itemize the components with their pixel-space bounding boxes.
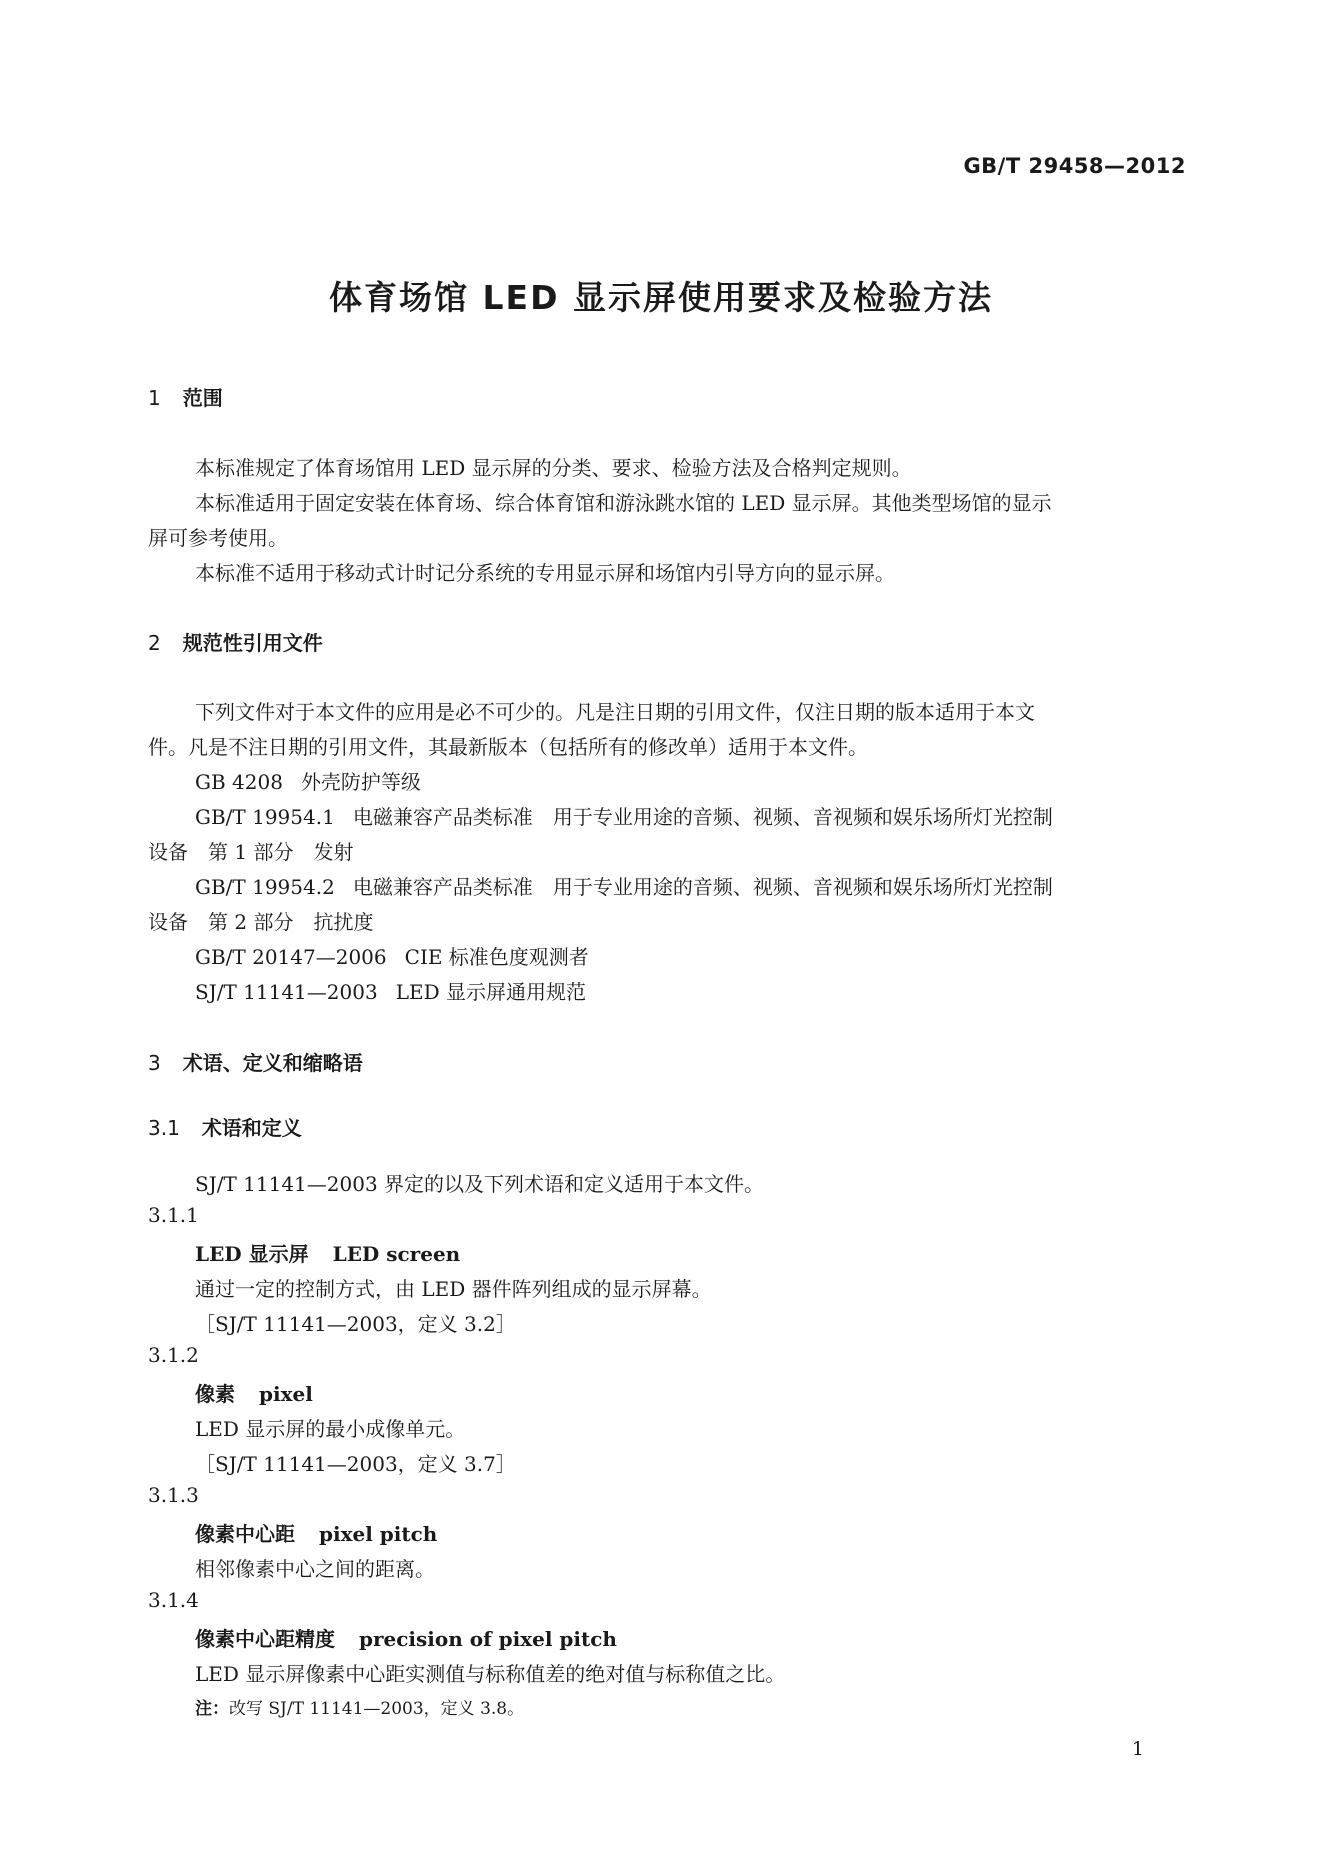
term-en: LED screen [332,1242,461,1266]
reference-item [195,871,1053,900]
reference-item-continuation [148,836,353,865]
reference-code: GB 4208 [195,770,283,794]
reference-cont: 设备 [148,840,188,864]
term-definition: LED 显示屏的最小成像单元。 [195,1417,466,1441]
section-1-heading [148,382,223,411]
reference-code: GB/T 20147—2006 [195,945,387,969]
paragraph-continuation: 件。凡是不注日期的引用文件，其最新版本（包括所有的修改单）适用于本文件。 [148,735,868,759]
reference-item [195,976,586,1005]
reference-part-title: 发射 [313,840,354,864]
term-number: 3.1.2 [148,1343,199,1367]
term-zh: LED 显示屏 [195,1242,309,1266]
reference-part-title: 抗扰度 [313,910,374,934]
term-definition: LED 显示屏像素中心距实测值与标称值差的绝对值与标称值之比。 [195,1662,786,1686]
reference-part: 第 2 部分 [208,910,294,934]
subsection-3-1-heading [148,1112,302,1141]
section-2-heading [148,627,323,656]
term-source: ［SJ/T 11141—2003，定义 3.2］ [195,1312,516,1336]
note-label: 注： [195,1699,229,1719]
term-zh: 像素中心距精度 [195,1627,335,1651]
section-number: 2 [148,631,161,655]
term-zh: 像素中心距 [195,1522,295,1546]
section-3-heading [148,1047,363,1076]
term-en: pixel [259,1382,313,1406]
reference-item [195,801,1053,830]
term-number: 3.1.4 [148,1588,199,1612]
reference-item-continuation [148,906,373,935]
reference-item [195,766,421,795]
reference-title: LED 显示屏通用规范 [395,980,586,1004]
term-heading [195,1238,460,1267]
reference-code: GB/T 19954.2 [195,875,335,899]
reference-title: CIE 标准色度观测者 [404,945,589,969]
subsection-title: 术语和定义 [201,1116,302,1140]
section-title: 规范性引用文件 [182,631,323,655]
term-source: ［SJ/T 11141—2003，定义 3.7］ [195,1452,516,1476]
reference-title: 电磁兼容产品类标准 用于专业用途的音频、视频、音视频和娱乐场所灯光控制 [352,805,1053,829]
term-number: 3.1.3 [148,1483,199,1507]
section-number: 1 [148,386,161,410]
term-definition: 通过一定的控制方式，由 LED 器件阵列组成的显示屏幕。 [195,1277,712,1301]
term-zh: 像素 [195,1382,235,1406]
standard-code: GB/T 29458—2012 [963,154,1186,178]
paragraph: 本标准不适用于移动式计时记分系统的专用显示屏和场馆内引导方向的显示屏。 [195,561,895,585]
document-title: 体育场馆 LED 显示屏使用要求及检验方法 [329,278,993,317]
term-note [195,1694,524,1719]
section-title: 术语、定义和缩略语 [182,1051,363,1075]
paragraph: 本标准规定了体育场馆用 LED 显示屏的分类、要求、检验方法及合格判定规则。 [195,456,912,480]
section-title: 范围 [182,386,223,410]
term-heading [195,1623,617,1652]
reference-part: 第 1 部分 [208,840,294,864]
reference-title: 电磁兼容产品类标准 用于专业用途的音频、视频、音视频和娱乐场所灯光控制 [352,875,1053,899]
term-heading [195,1518,437,1547]
term-number: 3.1.1 [148,1203,199,1227]
term-heading [195,1378,313,1407]
term-en: pixel pitch [319,1522,438,1546]
paragraph-continuation: 屏可参考使用。 [148,526,288,550]
reference-item [195,941,589,970]
section-number: 3 [148,1051,161,1075]
paragraph: 本标准适用于固定安装在体育场、综合体育馆和游泳跳水馆的 LED 显示屏。其他类型场馆的显示 [195,491,1052,515]
note-text: 改写 SJ/T 11141—2003，定义 3.8。 [229,1699,525,1719]
page-number: 1 [1131,1738,1144,1760]
paragraph: SJ/T 11141—2003 界定的以及下列术语和定义适用于本文件。 [195,1172,765,1196]
reference-cont: 设备 [148,910,188,934]
reference-title: 外壳防护等级 [300,770,421,794]
paragraph: 下列文件对于本文件的应用是必不可少的。凡是注日期的引用文件，仅注日期的版本适用于本文 [195,700,1035,724]
term-definition: 相邻像素中心之间的距离。 [195,1557,435,1581]
subsection-number: 3.1 [148,1116,180,1140]
term-en: precision of pixel pitch [359,1627,617,1651]
reference-code: SJ/T 11141—2003 [195,980,378,1004]
reference-code: GB/T 19954.1 [195,805,335,829]
